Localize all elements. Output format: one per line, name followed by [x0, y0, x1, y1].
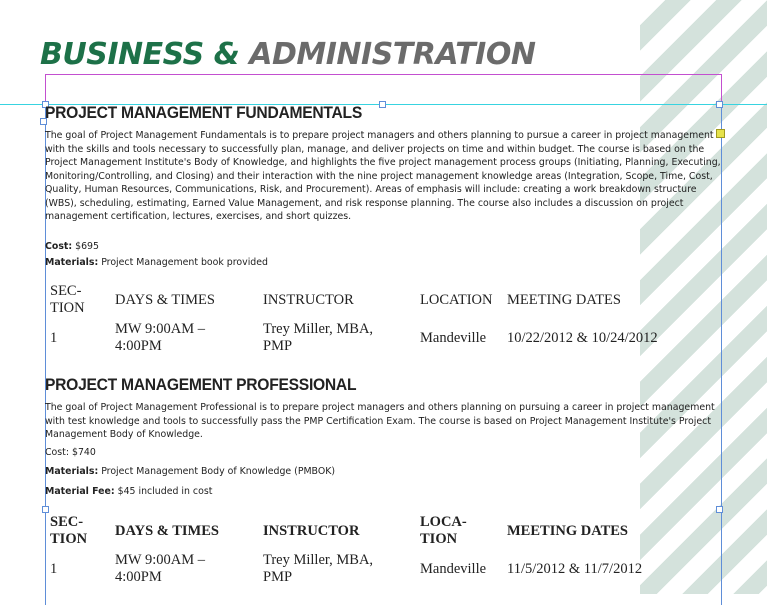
header-section: SEC-TION	[50, 283, 85, 316]
course-description: The goal of Project Management Professional is to prepare project managers and others planning on pursuing a career in project management with test knowledge and tools to successfully pass the PMP Certification Exam. The course is based on Project Management Institute's Project Management Body of Knowledge.	[45, 402, 715, 440]
materials-value: Project Management book provided	[101, 257, 268, 268]
cell-location: Mandeville	[420, 329, 487, 346]
frame-handle-top-center[interactable]	[379, 101, 386, 108]
cost-value: $695	[75, 241, 99, 252]
header-instructor: INSTRUCTOR	[263, 291, 354, 308]
header-days-times: DAYS & TIMES	[115, 522, 219, 539]
schedule-table	[45, 282, 717, 358]
cell-section: 1	[50, 329, 58, 346]
frame-handle-middle-left[interactable]	[42, 506, 49, 513]
frame-handle-middle-right[interactable]	[716, 506, 723, 513]
materials-label: Materials:	[45, 466, 99, 477]
header-instructor: INSTRUCTOR	[263, 522, 360, 539]
table-row	[45, 318, 717, 358]
header-section: SEC-TION	[50, 514, 88, 547]
cell-instructor: Trey Miller, MBA, PMP	[263, 321, 374, 354]
cell-days-times: MW 9:00AM – 4:00PM	[115, 552, 205, 585]
header-days-times: DAYS & TIMES	[115, 291, 215, 308]
header-meeting-dates: MEETING DATES	[507, 522, 628, 539]
table-header-row	[45, 513, 717, 549]
cost-label: Cost:	[45, 241, 73, 252]
masthead-title	[40, 37, 536, 72]
cell-location: Mandeville	[420, 560, 487, 577]
course-material-fee	[45, 485, 212, 498]
cell-days-times: MW 9:00AM – 4:00PM	[115, 321, 205, 354]
table-header-row	[45, 282, 717, 318]
course-materials	[45, 465, 335, 478]
course-title: PROJECT MANAGEMENT PROFESSIONAL	[45, 375, 357, 394]
course-title: PROJECT MANAGEMENT FUNDAMENTALS	[45, 103, 362, 122]
cost-label: Cost:	[45, 447, 70, 458]
fee-label: Material Fee:	[45, 486, 115, 497]
cell-meeting-dates: 11/5/2012 & 11/7/2012	[507, 560, 643, 577]
fee-value: $45 included in cost	[117, 486, 213, 497]
masthead-business: BUSINESS &	[40, 37, 250, 72]
course-cost	[45, 240, 99, 253]
table-row	[45, 549, 717, 589]
masthead-administration: ADMINISTRATION	[249, 37, 536, 72]
course-materials	[45, 256, 268, 269]
cell-meeting-dates: 10/22/2012 & 10/24/2012	[507, 329, 658, 346]
header-meeting-dates: MEETING DATES	[507, 291, 621, 308]
course-cost	[45, 446, 96, 459]
frame-handle-top-right[interactable]	[716, 101, 723, 108]
materials-label: Materials:	[45, 257, 99, 268]
header-location: LOCATION	[420, 291, 493, 308]
materials-value: Project Management Body of Knowledge (PMBOK)	[101, 466, 336, 477]
course-description: The goal of Project Management Fundamentals is to prepare project managers and others planning to pursue a career in project management with the skills and tools necessary to successfully plan, manage, and deliver projects on time and within budget. The course is based on the Project Management Institute's Body of Knowledge, and highlights the five project management process groups (Initiating, Planning, Executing, Monitoring/Controlling, and Closing) and their interaction with the nine project management knowledge areas (Integration, Scope, Time, Cost, Quality, Human Resources, Communications, Risk, and Procurement). Areas of emphasis will include: creating a work breakdown structure (WBS), scheduling, estimating, Earned Value Management, and risk response planning. The course also includes a discussion on project management certification, lectures, exercises, and short quizzes.	[45, 130, 721, 222]
schedule-table	[45, 513, 717, 589]
cell-section: 1	[50, 560, 58, 577]
header-location: LOCA-TION	[420, 514, 467, 547]
cost-value: $740	[72, 447, 96, 458]
cell-instructor: Trey Miller, MBA, PMP	[263, 552, 374, 585]
